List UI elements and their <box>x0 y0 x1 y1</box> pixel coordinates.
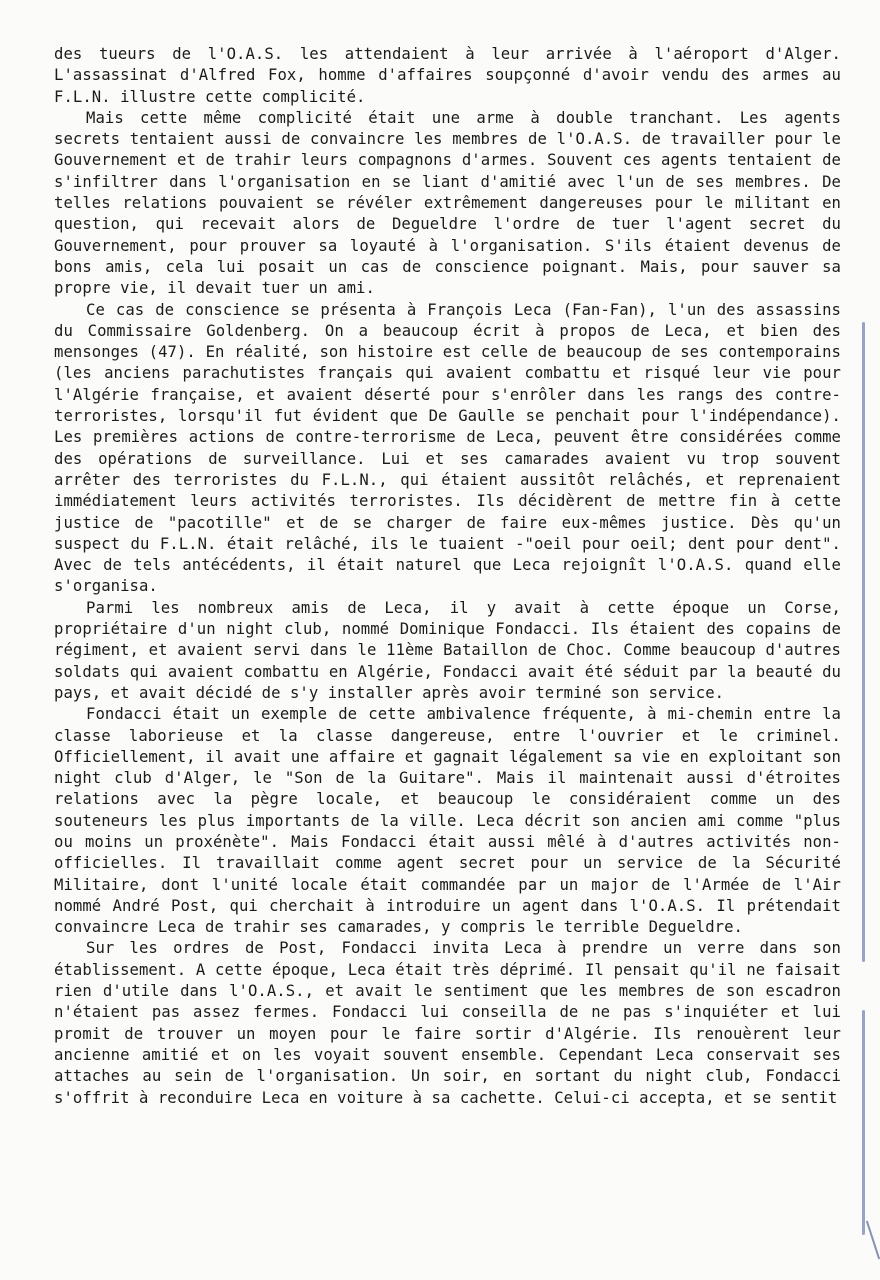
paragraph-2: Mais cette même complicité était une arme à double tranchant. Les agents secrets tentaient aussi de convaincre les membres de l'O.A.S. de travailler pour le Gouvernement et de trahir leurs compagnons d'armes. Souvent ces agents tentaient de s'infiltrer dans l'organisation en se liant d'amitié avec l'un de ses membres. De telles relations pouvaient se révéler extrêmement dangereuses pour le militant en question, qui recevait alors de Degueldre l'ordre de tuer l'agent secret du Gouvernement, pour prouver sa loyauté à l'organisation. S'ils étaient devenus de bons amis, cela lui posait un cas de conscience poignant. Mais, pour sauver sa propre vie, il devait tuer un ami. <box>54 108 841 298</box>
paragraph-3: Ce cas de conscience se présenta à François Leca (Fan-Fan), l'un des assassins du Commissaire Goldenberg. On a beaucoup écrit à propos de Leca, et bien des mensonges (47). En réalité, son histoire est celle de beaucoup de ses contemporains (les anciens parachutistes français qui avaient combattu et risqué leur vie pour l'Algérie française, et avaient déserté pour s'enrôler dans les rangs des contre-terroristes, lorsqu'il fut évident que De Gaulle se penchait pour l'indépendance). Les premières actions de contre-terrorisme de Leca, peuvent être considérées comme des opérations de surveillance. Lui et ses camarades avaient vu trop souvent arrêter des terroristes du F.L.N., qui étaient aussitôt relâchés, et reprenaient immédiatement leurs activités terroristes. Ils décidèrent de mettre fin à cette justice de "pacotille" et de se charger de faire eux-mêmes justice. Dès qu'un suspect du F.L.N. était relâché, ils le tuaient -"oeil pour oeil; dent pour dent". Avec de tels antécédents, il était naturel que Leca rejoignît l'O.A.S. quand elle s'organisa. <box>54 300 841 596</box>
corner-pen-mark <box>866 1221 880 1260</box>
paragraph-4: Parmi les nombreux amis de Leca, il y avait à cette époque un Corse, propriétaire d'un night club, nommé Dominique Fondacci. Ils étaient des copains de régiment, et avaient servi dans le 11ème Bataillon de Choc. Comme beaucoup d'autres soldats qui avaient combattu en Algérie, Fondacci avait été séduit par la beauté du pays, et avait décidé de s'y installer après avoir terminé son service. <box>54 598 841 702</box>
margin-pen-line-lower <box>862 1010 865 1235</box>
document-body <box>54 44 841 1109</box>
paragraph-1: des tueurs de l'O.A.S. les attendaient à leur arrivée à l'aéroport d'Alger. L'assassinat d'Alfred Fox, homme d'affaires soupçonné d'avoir vendu des armes au F.L.N. illustre cette complicité. <box>54 45 841 106</box>
margin-pen-line-upper <box>862 322 865 962</box>
paragraph-5: Fondacci était un exemple de cette ambivalence fréquente, à mi-chemin entre la classe laborieuse et la classe dangereuse, entre l'ouvrier et le criminel. Officiellement, il avait une affaire et gagnait légalement sa vie en exploitant son night club d'Alger, le "Son de la Guitare". Mais il maintenait aussi d'étroites relations avec la pègre locale, et beaucoup le considéraient comme un des souteneurs les plus importants de la ville. Leca décrit son ancien ami comme "plus ou moins un proxénète". Mais Fondacci était aussi mêlé à d'autres activités non-officielles. Il travaillait comme agent secret pour un service de la Sécurité Militaire, dont l'unité locale était commandée par un major de l'Armée de l'Air nommé André Post, qui cherchait à introduire un agent dans l'O.A.S. Il prétendait convaincre Leca de trahir ses camarades, y compris le terrible Degueldre. <box>54 705 841 937</box>
paragraph-6: Sur les ordres de Post, Fondacci invita Leca à prendre un verre dans son établissement. A cette époque, Leca était très déprimé. Il pensait qu'il ne faisait rien d'utile dans l'O.A.S., et avait le sentiment que les membres de son escadron n'étaient pas assez fermes. Fondacci lui conseilla de ne pas s'inquiéter et lui promit de trouver un moyen pour le faire sortir d'Algérie. Ils renouèrent leur ancienne amitié et on les voyait souvent ensemble. Cependant Leca conservait ses attaches au sein de l'organisation. Un soir, en sortant du night club, Fondacci s'offrit à reconduire Leca en voiture à sa cachette. Celui-ci accepta, et se sentit <box>54 939 841 1107</box>
